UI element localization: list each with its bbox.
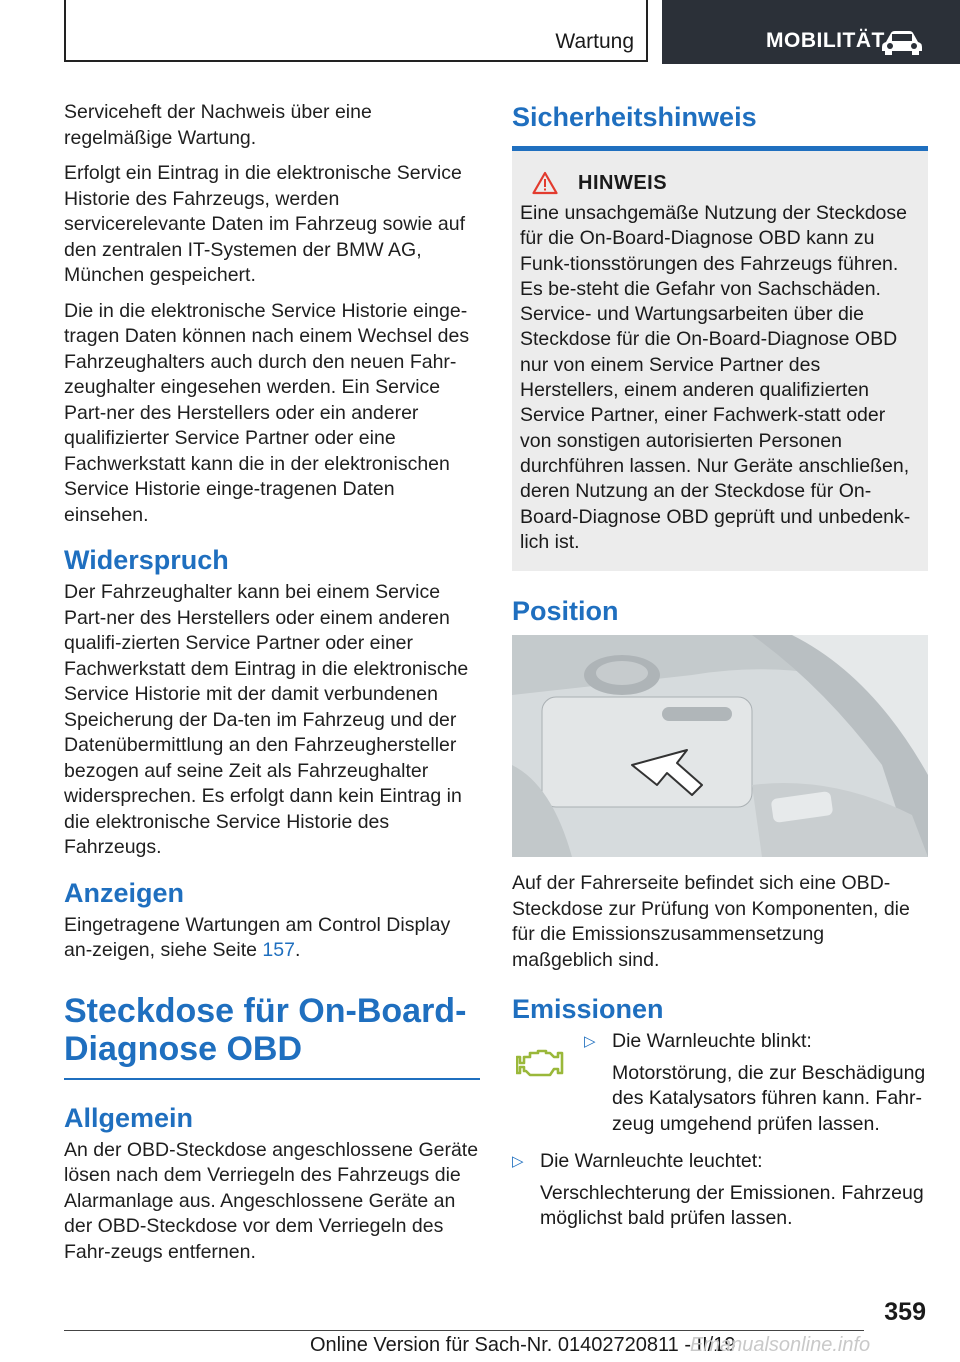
bullet-item (512, 1149, 928, 1175)
warning-triangle-icon (532, 171, 558, 195)
header-section-box (64, 0, 648, 62)
footer-divider (64, 1330, 864, 1331)
paragraph-historie: Die in die elektronische Service Historie einge-tragen Daten können nach einem Wechsel des Fahrzeughalters auch durch den neuen Fahr-zeughalter eingesehen werden. Ein Service Part-ner des Herstellers oder ein anderer qualifizierter Service Partner oder eine Fachwerkstatt kann die in der elektronischen Service Historie einge-tragenen Daten einsehen. (64, 299, 470, 526)
right-column (512, 100, 928, 1244)
page-link-157[interactable]: 157 (262, 939, 295, 961)
bullet-text: Die Warnleuchte blinkt: (612, 1030, 812, 1053)
paragraph-position: Auf der Fahrerseite befindet sich eine OBD-Steckdose zur Prüfung von Komponenten, die für die Emissionszusammensetzung maßgeblich sind. (512, 872, 910, 971)
engine-warning-icon (516, 1043, 566, 1083)
heading-anzeigen: Anzeigen (64, 877, 185, 908)
anzeigen-period: . (294, 939, 301, 961)
footer-online-version: Online Version für Sach-Nr. 01402720811 - II/19 (310, 1334, 736, 1356)
notice-header (520, 171, 920, 195)
bullet-subtext: Motorstörung, die zur Beschädigung des Katalysators führen kann. Fahr-zeug umgehend prüfen lassen. (612, 1061, 926, 1135)
paragraph-serviceheft: Serviceheft der Nachweis über eine regelmäßige Wartung. (64, 101, 372, 149)
car-icon (880, 28, 924, 56)
heading-sicherheitshinweis: Sicherheitshinweis (512, 100, 928, 151)
triangle-bullet-icon: ▷ (512, 1153, 524, 1171)
header-category-label: MOBILITÄT (766, 29, 885, 52)
heading-emissionen: Emissionen (512, 994, 664, 1025)
heading-obd-line2: Diagnose OBD (64, 1029, 303, 1068)
heading-obd (64, 992, 480, 1080)
watermark: Emanualsonline.info (690, 1334, 871, 1356)
emission-bullets (584, 1029, 928, 1149)
paragraph-allgemein: An der OBD-Steckdose angeschlossene Geräte lösen nach dem Verriegeln des Fahrzeugs die Alarmanlage aus. Angeschlossene Geräte an der OBD-Steckdose vor dem Verriegeln des Fahr-zeugs entfernen. (64, 1138, 479, 1263)
emission-section (512, 1029, 928, 1149)
paragraph-widerspruch: Der Fahrzeughalter kann bei einem Service Part-ner des Herstellers oder einem anderen qualifi-zierten Service Partner oder einer Fachwerkstatt dem Eintrag in die elektronische Service Historie mit der damit verbundenen Speicherung der Da-ten im Fahrzeug und der Datenübermittlung an den Fahrzeughersteller bezogen auf seine Zeit als Fahrzeughalter widersprechen. Es erfolgt dann kein Eintrag in die elektronische Service Historie des Fahrzeugs. (64, 581, 469, 858)
heading-obd-line1: Steckdose für On-Board- (64, 991, 467, 1030)
bullet-text: Die Warnleuchte leuchtet: (540, 1150, 763, 1173)
header-section-title: Wartung (555, 30, 634, 53)
left-column (64, 100, 480, 1275)
anzeigen-text: Eingetragene Wartungen am Control Display an-zeigen, siehe Seite (64, 913, 451, 961)
notice-box (512, 151, 928, 571)
notice-text: Eine unsachgemäße Nutzung der Steckdose für die On-Board-Diagnose OBD kann zu Funk-tionsstörungen des Fahrzeugs führen. Es be-steht die Gefahr von Sachschäden. Service- und Wartungsarbeiten über die Steckdose für die On-Board-Diagnose OBD nur von einem Service Partner des Herstellers, einem anderen qualifizierten Service Partner, einer Fachwerk-statt oder von sonstigen autorisierten Personen durchführen lassen. Nur Geräte anschließen, deren Nutzung an der Steckdose für On-Board-Diagnose OBD geprüft und unbedenk-lich ist. (520, 202, 911, 553)
bullet-item (584, 1029, 928, 1055)
notice-title: HINWEIS (578, 171, 668, 194)
bullet-subtext: Verschlechterung der Emissionen. Fahrzeug möglichst bald prüfen lassen. (540, 1181, 924, 1230)
heading-position: Position (512, 596, 619, 627)
obd-location-photo (512, 635, 928, 857)
page-number: 359 (884, 1298, 926, 1326)
paragraph-eintrag: Erfolgt ein Eintrag in die elektronische Service Historie des Fahrzeugs, werden servicerelevante Daten im Fahrzeug sowie auf den zentralen IT-Systemen der BMW AG, München gespeichert. (64, 162, 466, 286)
heading-widerspruch: Widerspruch (64, 545, 229, 575)
heading-allgemein: Allgemein (64, 1102, 194, 1133)
paragraph-anzeigen (64, 913, 480, 964)
triangle-bullet-icon: ▷ (584, 1033, 596, 1051)
